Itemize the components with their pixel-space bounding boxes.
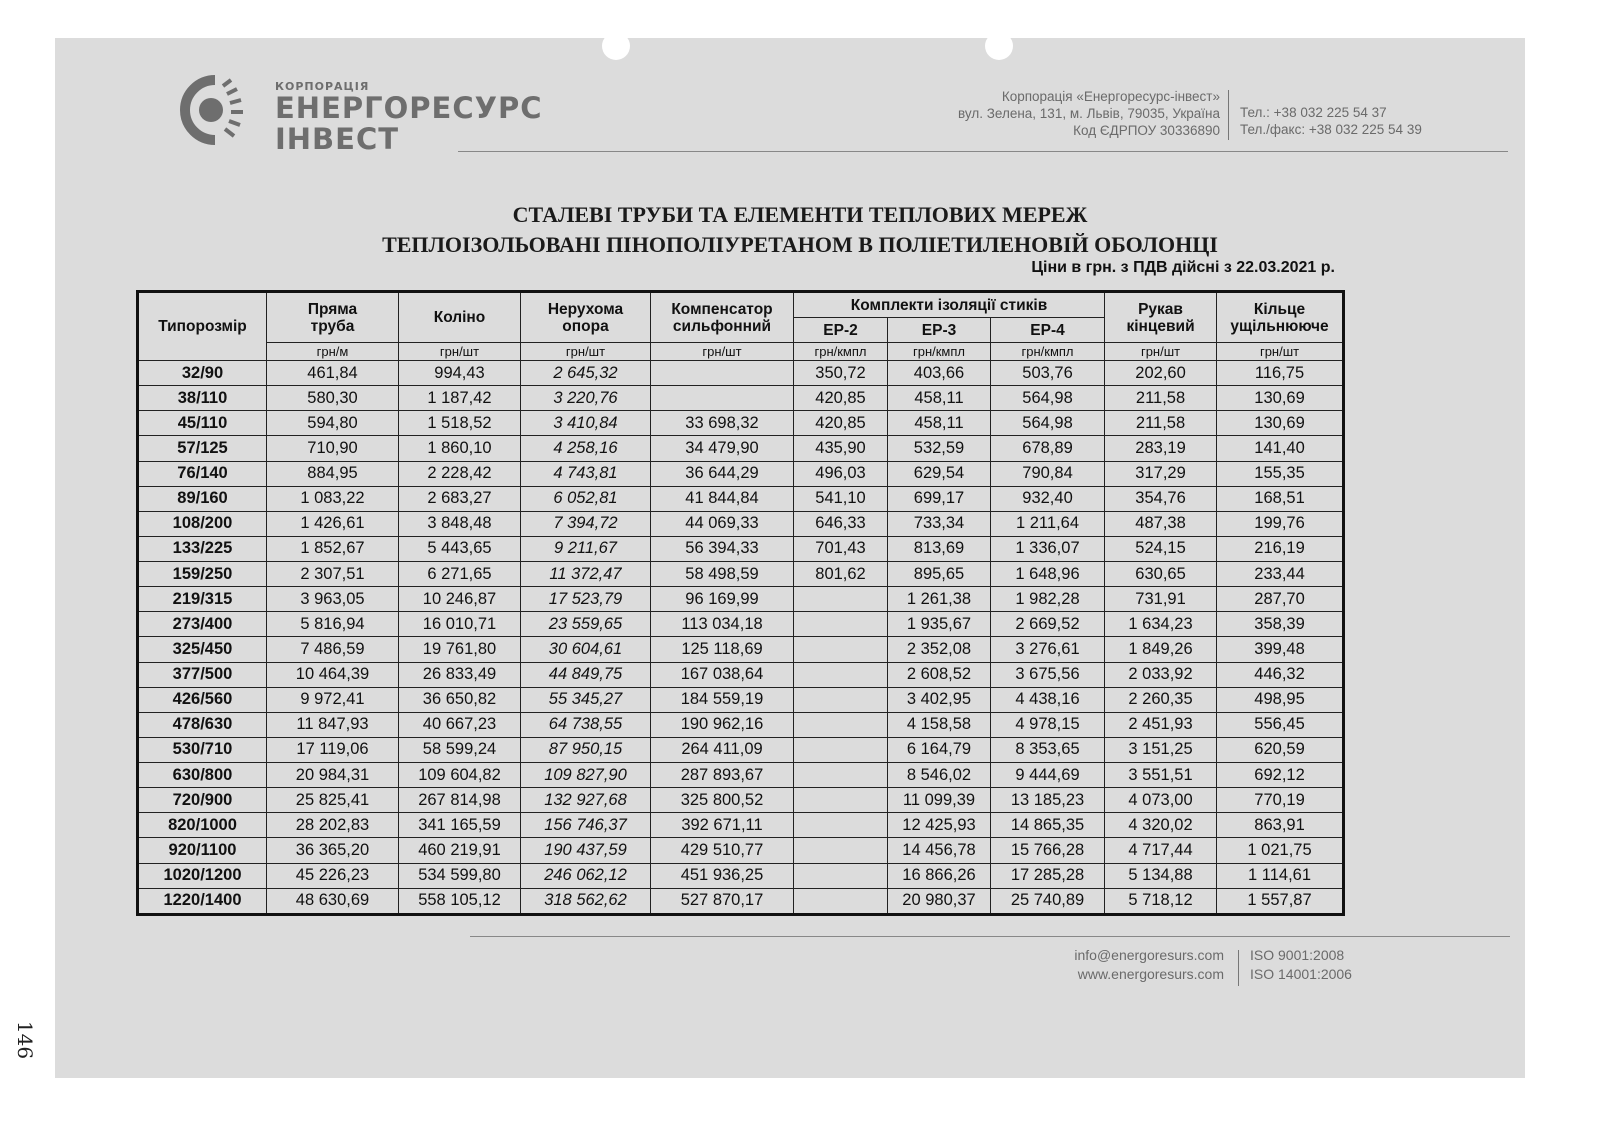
document-title-line2: ТЕПЛОІЗОЛЬОВАНІ ПІНОПОЛІУРЕТАНОМ В ПОЛІЕТИЛЕНОВІЙ ОБОЛОНЦІ	[382, 232, 1218, 257]
price-cell: 3 410,84	[521, 411, 651, 436]
price-cell: 4 320,02	[1105, 813, 1217, 838]
price-cell: 1 426,61	[267, 511, 399, 536]
price-cell: 13 185,23	[991, 788, 1105, 813]
price-cell: 3 675,56	[991, 662, 1105, 687]
price-cell: 446,32	[1217, 662, 1344, 687]
price-cell: 44 849,75	[521, 662, 651, 687]
price-cell: 9 444,69	[991, 763, 1105, 788]
price-cell	[794, 712, 888, 737]
price-cell: 460 219,91	[399, 838, 521, 863]
row-size: 273/400	[138, 612, 267, 637]
header-fixed-support: Нерухома опора	[521, 292, 651, 343]
price-cell: 56 394,33	[651, 536, 794, 561]
price-cell: 541,10	[794, 486, 888, 511]
price-cell: 884,95	[267, 461, 399, 486]
price-cell: 132 927,68	[521, 788, 651, 813]
price-cell: 20 980,37	[888, 888, 991, 914]
price-cell: 5 134,88	[1105, 863, 1217, 888]
price-cell: 28 202,83	[267, 813, 399, 838]
price-cell: 130,69	[1217, 386, 1344, 411]
price-cell: 20 984,31	[267, 763, 399, 788]
price-cell: 932,40	[991, 486, 1105, 511]
price-cell: 36 644,29	[651, 461, 794, 486]
row-size: 89/160	[138, 486, 267, 511]
price-cell: 503,76	[991, 361, 1105, 386]
price-cell: 2 260,35	[1105, 687, 1217, 712]
price-cell: 620,59	[1217, 737, 1344, 762]
price-cell: 1 852,67	[267, 536, 399, 561]
page-number: 146	[13, 1020, 38, 1060]
row-size: 426/560	[138, 687, 267, 712]
row-size: 920/1100	[138, 838, 267, 863]
price-cell: 527 870,17	[651, 888, 794, 914]
row-size: 1220/1400	[138, 888, 267, 914]
price-cell	[794, 788, 888, 813]
price-cell: 34 479,90	[651, 436, 794, 461]
header-ep4: ЕР-4	[991, 318, 1105, 343]
price-cell: 1 261,38	[888, 587, 991, 612]
company-brand	[275, 80, 543, 155]
price-cell: 1 114,61	[1217, 863, 1344, 888]
footer-divider	[1238, 950, 1239, 986]
price-cell	[794, 763, 888, 788]
company-address	[958, 88, 1220, 139]
price-cell: 211,58	[1105, 386, 1217, 411]
unit-header: грн/шт	[521, 343, 651, 361]
price-validity: Ціни в грн. з ПДВ дійсні з 22.03.2021 р.	[1031, 259, 1335, 276]
price-cell	[794, 888, 888, 914]
address-line: Корпорація «Енергоресурс-інвест»	[1001, 89, 1220, 104]
price-table-body	[138, 361, 1344, 915]
price-cell: 325 800,52	[651, 788, 794, 813]
price-cell: 87 950,15	[521, 737, 651, 762]
price-cell: 109 604,82	[399, 763, 521, 788]
price-cell: 216,19	[1217, 536, 1344, 561]
price-cell: 399,48	[1217, 637, 1344, 662]
price-cell: 1 648,96	[991, 562, 1105, 587]
price-cell: 3 220,76	[521, 386, 651, 411]
price-cell: 58 498,59	[651, 562, 794, 587]
unit-header: грн/шт	[1217, 343, 1344, 361]
address-line: вул. Зелена, 131, м. Львів, 79035, Україна	[958, 106, 1220, 121]
price-cell: 1 211,64	[991, 511, 1105, 536]
price-cell: 2 608,52	[888, 662, 991, 687]
price-cell: 4 978,15	[991, 712, 1105, 737]
price-cell: 113 034,18	[651, 612, 794, 637]
table-row	[138, 687, 1344, 712]
price-cell: 33 698,32	[651, 411, 794, 436]
price-cell: 6 052,81	[521, 486, 651, 511]
price-cell	[651, 361, 794, 386]
price-cell: 2 033,92	[1105, 662, 1217, 687]
table-row	[138, 386, 1344, 411]
price-cell: 358,39	[1217, 612, 1344, 637]
price-cell: 4 743,81	[521, 461, 651, 486]
price-cell: 354,76	[1105, 486, 1217, 511]
price-cell: 16 866,26	[888, 863, 991, 888]
company-phones	[1240, 104, 1422, 138]
header-insulation-kits: Комплекти ізоляції стиків	[794, 292, 1105, 318]
price-cell: 6 271,65	[399, 562, 521, 587]
row-size: 159/250	[138, 562, 267, 587]
price-cell	[794, 662, 888, 687]
price-cell: 2 228,42	[399, 461, 521, 486]
price-cell: 790,84	[991, 461, 1105, 486]
price-cell: 487,38	[1105, 511, 1217, 536]
row-size: 720/900	[138, 788, 267, 813]
price-cell	[794, 587, 888, 612]
price-cell: 1 982,28	[991, 587, 1105, 612]
price-cell: 9 211,67	[521, 536, 651, 561]
header-elbow: Коліно	[399, 292, 521, 343]
price-cell: 1 083,22	[267, 486, 399, 511]
company-logo-icon	[175, 74, 247, 146]
price-cell: 3 276,61	[991, 637, 1105, 662]
table-row	[138, 461, 1344, 486]
iso-line: ISO 9001:2008	[1250, 947, 1345, 963]
header-ep3: ЕР-3	[888, 318, 991, 343]
price-cell	[794, 863, 888, 888]
row-size: 133/225	[138, 536, 267, 561]
price-cell: 36 650,82	[399, 687, 521, 712]
brand-name-line2: ІНВЕСТ	[275, 122, 400, 156]
row-size: 57/125	[138, 436, 267, 461]
price-cell: 19 761,80	[399, 637, 521, 662]
price-cell: 15 766,28	[991, 838, 1105, 863]
price-cell: 403,66	[888, 361, 991, 386]
price-cell: 564,98	[991, 411, 1105, 436]
price-cell: 429 510,77	[651, 838, 794, 863]
price-cell: 4 073,00	[1105, 788, 1217, 813]
price-cell: 558 105,12	[399, 888, 521, 914]
price-cell: 5 816,94	[267, 612, 399, 637]
price-cell: 350,72	[794, 361, 888, 386]
price-cell: 1 935,67	[888, 612, 991, 637]
iso-line: ISO 14001:2006	[1250, 966, 1352, 982]
price-cell: 36 365,20	[267, 838, 399, 863]
header-compensator: Компенсатор сильфонний	[651, 292, 794, 343]
unit-header: грн/м	[267, 343, 399, 361]
price-cell: 4 717,44	[1105, 838, 1217, 863]
phone-line: Тел.: +38 032 225 54 37	[1240, 105, 1387, 120]
price-cell: 109 827,90	[521, 763, 651, 788]
price-cell: 318 562,62	[521, 888, 651, 914]
document-title-line1: СТАЛЕВІ ТРУБИ ТА ЕЛЕМЕНТИ ТЕПЛОВИХ МЕРЕЖ	[512, 202, 1088, 227]
unit-header: грн/шт	[399, 343, 521, 361]
price-cell: 14 456,78	[888, 838, 991, 863]
footer-iso	[1250, 946, 1352, 984]
table-row	[138, 536, 1344, 561]
row-size: 76/140	[138, 461, 267, 486]
price-cell: 2 307,51	[267, 562, 399, 587]
header-divider	[1228, 90, 1229, 140]
price-cell: 1 518,52	[399, 411, 521, 436]
row-size: 377/500	[138, 662, 267, 687]
price-cell: 524,15	[1105, 536, 1217, 561]
price-cell: 287,70	[1217, 587, 1344, 612]
header-pipe: Пряма труба	[267, 292, 399, 343]
table-row	[138, 788, 1344, 813]
price-cell: 435,90	[794, 436, 888, 461]
price-cell: 594,80	[267, 411, 399, 436]
price-cell: 392 671,11	[651, 813, 794, 838]
table-row	[138, 737, 1344, 762]
price-cell: 211,58	[1105, 411, 1217, 436]
price-cell	[794, 637, 888, 662]
price-cell: 813,69	[888, 536, 991, 561]
price-cell: 58 599,24	[399, 737, 521, 762]
header-end-sleeve: Рукав кінцевий	[1105, 292, 1217, 343]
price-cell: 556,45	[1217, 712, 1344, 737]
price-cell: 125 118,69	[651, 637, 794, 662]
price-cell: 1 021,75	[1217, 838, 1344, 863]
table-row	[138, 838, 1344, 863]
price-cell: 141,40	[1217, 436, 1344, 461]
price-cell: 40 667,23	[399, 712, 521, 737]
table-row	[138, 486, 1344, 511]
price-cell: 731,91	[1105, 587, 1217, 612]
table-row	[138, 813, 1344, 838]
price-cell: 317,29	[1105, 461, 1217, 486]
price-cell	[794, 737, 888, 762]
price-cell: 12 425,93	[888, 813, 991, 838]
price-cell	[651, 386, 794, 411]
price-cell: 6 164,79	[888, 737, 991, 762]
price-cell: 3 848,48	[399, 511, 521, 536]
price-cell: 283,19	[1105, 436, 1217, 461]
price-cell: 130,69	[1217, 411, 1344, 436]
price-cell: 420,85	[794, 411, 888, 436]
price-cell: 701,43	[794, 536, 888, 561]
table-row	[138, 562, 1344, 587]
price-cell: 202,60	[1105, 361, 1217, 386]
price-cell: 23 559,65	[521, 612, 651, 637]
table-row	[138, 587, 1344, 612]
price-cell: 3 551,51	[1105, 763, 1217, 788]
price-cell	[794, 612, 888, 637]
unit-header: грн/кмпл	[991, 343, 1105, 361]
table-row	[138, 411, 1344, 436]
price-cell: 41 844,84	[651, 486, 794, 511]
price-cell: 30 604,61	[521, 637, 651, 662]
price-cell: 199,76	[1217, 511, 1344, 536]
price-cell: 8 353,65	[991, 737, 1105, 762]
table-row	[138, 662, 1344, 687]
price-cell: 233,44	[1217, 562, 1344, 587]
price-cell: 994,43	[399, 361, 521, 386]
price-cell: 7 394,72	[521, 511, 651, 536]
price-cell: 1 634,23	[1105, 612, 1217, 637]
row-size: 38/110	[138, 386, 267, 411]
address-line: Код ЄДРПОУ 30336890	[1073, 123, 1220, 138]
row-size: 820/1000	[138, 813, 267, 838]
price-cell: 3 402,95	[888, 687, 991, 712]
price-cell: 4 438,16	[991, 687, 1105, 712]
price-cell: 532,59	[888, 436, 991, 461]
price-cell: 1 336,07	[991, 536, 1105, 561]
table-row	[138, 763, 1344, 788]
price-cell: 629,54	[888, 461, 991, 486]
price-cell: 287 893,67	[651, 763, 794, 788]
table-row	[138, 863, 1344, 888]
footer-website: www.energoresurs.com	[1077, 966, 1224, 982]
price-cell: 1 557,87	[1217, 888, 1344, 914]
row-size: 325/450	[138, 637, 267, 662]
price-cell: 155,35	[1217, 461, 1344, 486]
punch-hole	[985, 32, 1013, 60]
price-cell: 3 151,25	[1105, 737, 1217, 762]
price-cell: 1 187,42	[399, 386, 521, 411]
price-cell: 184 559,19	[651, 687, 794, 712]
price-cell: 733,34	[888, 511, 991, 536]
price-cell: 451 936,25	[651, 863, 794, 888]
brand-label: КОРПОРАЦІЯ	[275, 80, 370, 93]
row-size: 530/710	[138, 737, 267, 762]
price-cell: 96 169,99	[651, 587, 794, 612]
footer-contacts	[1074, 946, 1224, 984]
row-size: 219/315	[138, 587, 267, 612]
price-cell: 9 972,41	[267, 687, 399, 712]
price-cell: 692,12	[1217, 763, 1344, 788]
table-row	[138, 511, 1344, 536]
price-cell: 770,19	[1217, 788, 1344, 813]
header-sealing-ring: Кільце ущільнююче	[1217, 292, 1344, 343]
price-cell: 2 451,93	[1105, 712, 1217, 737]
price-cell: 11 847,93	[267, 712, 399, 737]
price-cell: 801,62	[794, 562, 888, 587]
unit-header: грн/шт	[651, 343, 794, 361]
price-cell: 17 523,79	[521, 587, 651, 612]
price-cell: 678,89	[991, 436, 1105, 461]
price-cell: 190 437,59	[521, 838, 651, 863]
price-cell	[794, 838, 888, 863]
table-row	[138, 712, 1344, 737]
row-size: 32/90	[138, 361, 267, 386]
price-cell: 3 963,05	[267, 587, 399, 612]
header-size: Типорозмір	[138, 292, 267, 361]
price-cell: 168,51	[1217, 486, 1344, 511]
price-cell: 4 158,58	[888, 712, 991, 737]
price-cell: 496,03	[794, 461, 888, 486]
price-cell: 498,95	[1217, 687, 1344, 712]
price-table	[136, 290, 1345, 916]
footer-rule	[470, 936, 1510, 937]
price-cell: 17 119,06	[267, 737, 399, 762]
price-cell: 11 099,39	[888, 788, 991, 813]
price-cell: 17 285,28	[991, 863, 1105, 888]
price-cell: 156 746,37	[521, 813, 651, 838]
price-cell	[794, 813, 888, 838]
row-size: 45/110	[138, 411, 267, 436]
row-size: 630/800	[138, 763, 267, 788]
price-cell: 630,65	[1105, 562, 1217, 587]
row-size: 478/630	[138, 712, 267, 737]
price-cell: 2 645,32	[521, 361, 651, 386]
price-cell: 2 352,08	[888, 637, 991, 662]
price-cell: 267 814,98	[399, 788, 521, 813]
table-row	[138, 612, 1344, 637]
table-row	[138, 361, 1344, 386]
price-cell: 458,11	[888, 386, 991, 411]
price-cell: 26 833,49	[399, 662, 521, 687]
price-cell: 420,85	[794, 386, 888, 411]
price-cell: 580,30	[267, 386, 399, 411]
header-rule	[458, 151, 1508, 152]
price-cell: 461,84	[267, 361, 399, 386]
unit-header: грн/шт	[1105, 343, 1217, 361]
price-cell: 5 718,12	[1105, 888, 1217, 914]
price-cell: 116,75	[1217, 361, 1344, 386]
price-cell: 44 069,33	[651, 511, 794, 536]
price-cell: 8 546,02	[888, 763, 991, 788]
price-cell: 2 669,52	[991, 612, 1105, 637]
punch-hole	[602, 32, 630, 60]
price-cell: 341 165,59	[399, 813, 521, 838]
unit-header: грн/кмпл	[888, 343, 991, 361]
price-cell: 25 740,89	[991, 888, 1105, 914]
price-cell: 5 443,65	[399, 536, 521, 561]
table-row	[138, 436, 1344, 461]
phone-line: Тел./факс: +38 032 225 54 39	[1240, 122, 1422, 137]
price-cell	[794, 687, 888, 712]
price-cell: 246 062,12	[521, 863, 651, 888]
price-cell: 699,17	[888, 486, 991, 511]
price-cell: 2 683,27	[399, 486, 521, 511]
header-ep2: ЕР-2	[794, 318, 888, 343]
price-cell: 48 630,69	[267, 888, 399, 914]
price-cell: 14 865,35	[991, 813, 1105, 838]
price-cell: 167 038,64	[651, 662, 794, 687]
price-cell: 564,98	[991, 386, 1105, 411]
price-cell: 190 962,16	[651, 712, 794, 737]
price-cell: 264 411,09	[651, 737, 794, 762]
price-cell: 11 372,47	[521, 562, 651, 587]
row-size: 1020/1200	[138, 863, 267, 888]
table-row	[138, 637, 1344, 662]
price-cell: 895,65	[888, 562, 991, 587]
price-cell: 45 226,23	[267, 863, 399, 888]
price-cell: 7 486,59	[267, 637, 399, 662]
brand-name-line1: ЕНЕРГОРЕСУРС	[275, 91, 543, 125]
table-row	[138, 888, 1344, 914]
price-cell: 10 464,39	[267, 662, 399, 687]
price-cell: 64 738,55	[521, 712, 651, 737]
unit-header: грн/кмпл	[794, 343, 888, 361]
price-cell: 534 599,80	[399, 863, 521, 888]
price-cell: 458,11	[888, 411, 991, 436]
price-cell: 4 258,16	[521, 436, 651, 461]
price-cell: 1 860,10	[399, 436, 521, 461]
price-cell: 25 825,41	[267, 788, 399, 813]
price-cell: 16 010,71	[399, 612, 521, 637]
footer-email: info@energoresurs.com	[1074, 947, 1224, 963]
price-cell: 10 246,87	[399, 587, 521, 612]
price-cell: 646,33	[794, 511, 888, 536]
price-cell: 863,91	[1217, 813, 1344, 838]
price-cell: 710,90	[267, 436, 399, 461]
price-cell: 55 345,27	[521, 687, 651, 712]
row-size: 108/200	[138, 511, 267, 536]
price-cell: 1 849,26	[1105, 637, 1217, 662]
